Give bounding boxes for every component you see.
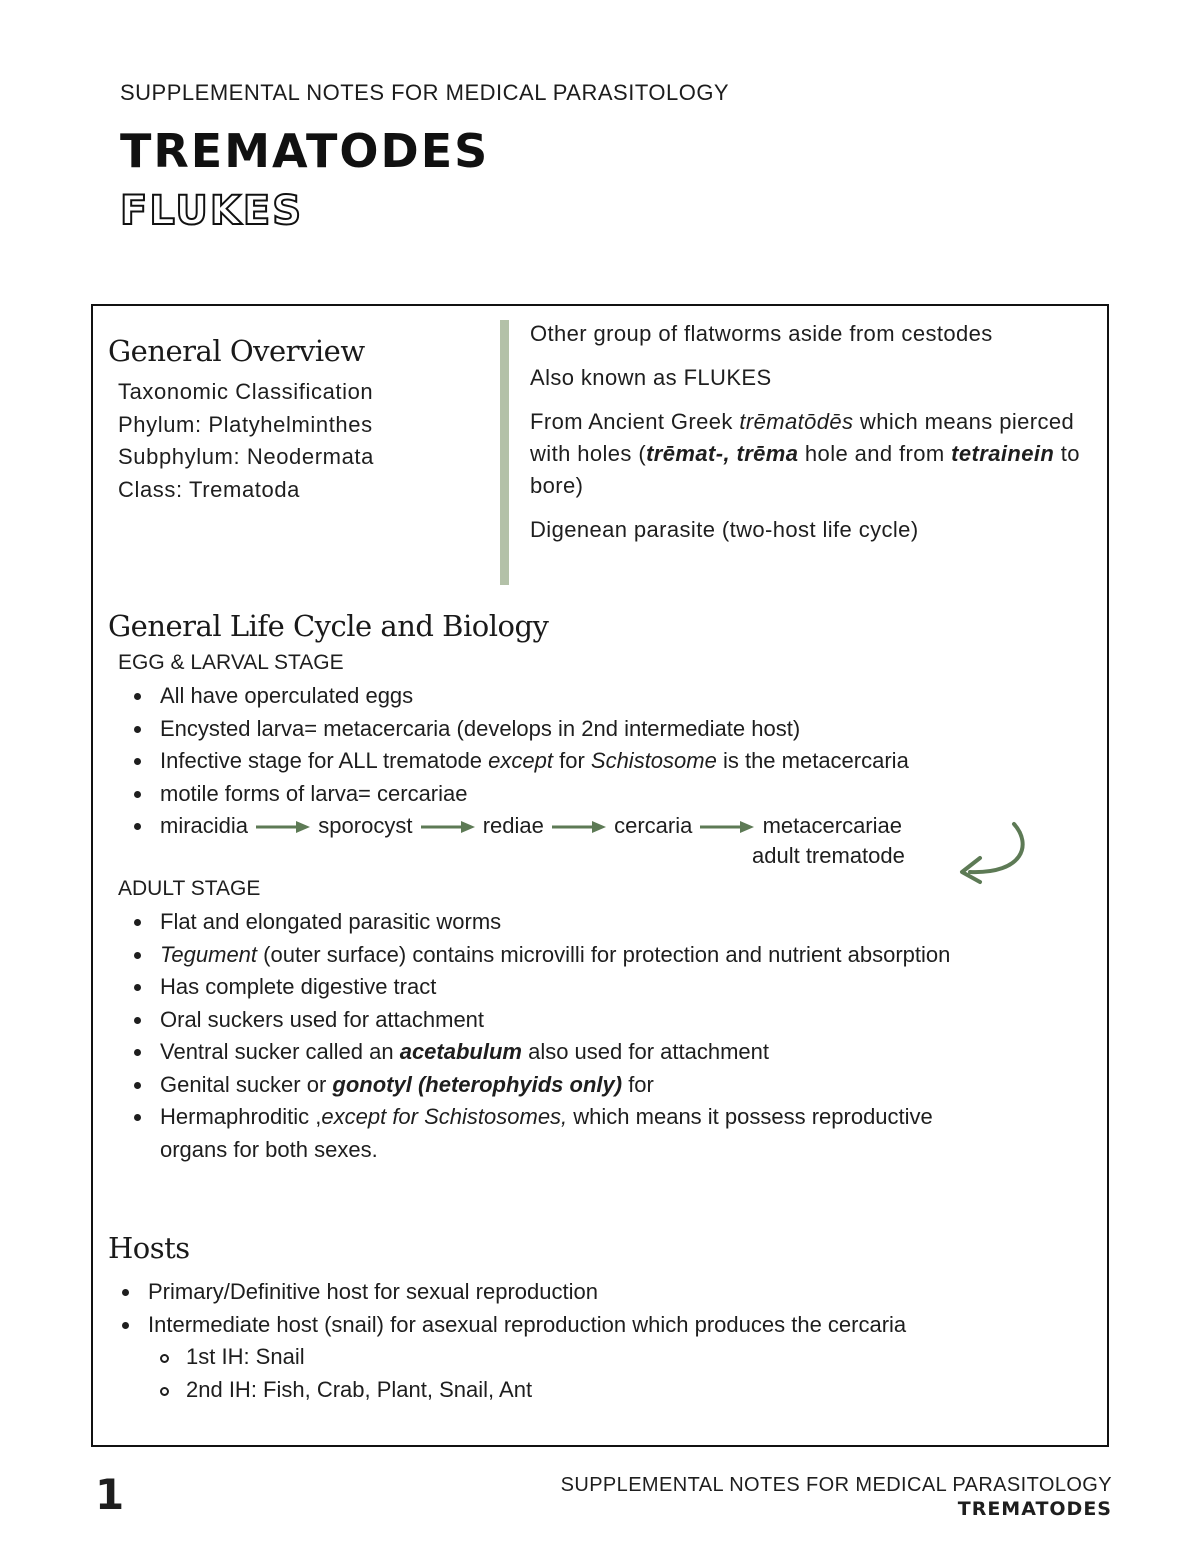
adult-stage-list <box>120 906 1020 1166</box>
chain-stage: metacercariae <box>762 813 902 838</box>
page-number: 1 <box>95 1470 125 1519</box>
header-kicker: SUPPLEMENTAL NOTES FOR MEDICAL PARASITOLOGY <box>120 80 730 105</box>
list-item: Flat and elongated parasitic worms <box>120 906 1020 939</box>
list-item: Intermediate host (snail) for asexual reproduction which produces the cercaria <box>108 1309 1098 1342</box>
adult-stage-label: ADULT STAGE <box>118 877 261 900</box>
footer-title: TREMATODES <box>957 1498 1112 1520</box>
list-item: Has complete digestive tract <box>120 971 1020 1004</box>
right-arrow-icon <box>419 819 477 835</box>
overview-notes <box>530 318 1090 558</box>
list-item: All have operculated eggs <box>120 680 1100 713</box>
taxonomy-line: Phylum: Platyhelminthes <box>118 411 373 437</box>
list-item: 1st IH: Snail <box>146 1341 946 1374</box>
hosts-list <box>108 1276 1098 1341</box>
taxonomy-line: Taxonomic Classification <box>118 379 374 404</box>
page-subtitle: FLUKES <box>120 188 303 234</box>
list-item: Oral suckers used for attachment <box>120 1004 1020 1037</box>
note-digenean: Digenean parasite (two-host life cycle) <box>530 517 919 542</box>
chain-stage: cercaria <box>614 813 693 838</box>
intermediate-hosts-list <box>146 1341 946 1406</box>
overview-heading: General Overview <box>108 334 365 368</box>
note-etymology: From Ancient Greek trēmatōdēs which means pierced with holes (trēmat-, trēma hole and from tetrainein to bore) <box>530 409 1080 498</box>
lifecycle-heading: General Life Cycle and Biology <box>108 609 549 643</box>
taxonomy-line: Subphylum: Neodermata <box>118 444 374 469</box>
list-item: motile forms of larva= cercariae <box>120 778 1100 811</box>
list-item: Tegument (outer surface) contains microvilli for protection and nutrient absorption <box>120 939 1020 972</box>
taxonomy-line: Class: Trematoda <box>118 476 301 502</box>
right-arrow-icon <box>550 819 608 835</box>
taxonomy-list <box>118 376 374 506</box>
list-item: Genital sucker or gonotyl (heterophyids only) for <box>120 1069 1020 1102</box>
right-arrow-icon <box>254 819 312 835</box>
list-item: Encysted larva= metacercaria (develops in 2nd intermediate host) <box>120 713 1100 746</box>
divider-bar <box>500 320 509 585</box>
list-item: Hermaphroditic ,except for Schistosomes, which means it possess reproductive organs for both sexes. <box>120 1101 990 1166</box>
page-title: TREMATODES <box>120 124 490 178</box>
chain-stage: miracidia <box>160 813 249 838</box>
note-flukes: Also known as FLUKES <box>530 365 772 390</box>
list-item: Ventral sucker called an acetabulum also used for attachment <box>120 1036 1020 1069</box>
chain-stage: sporocyst <box>318 813 413 838</box>
list-item: Infective stage for ALL trematode except for Schistosome is the metacercaria <box>120 745 1100 778</box>
list-item: 2nd IH: Fish, Crab, Plant, Snail, Ant <box>146 1374 946 1407</box>
egg-stage-label: EGG & LARVAL STAGE <box>118 651 344 674</box>
right-arrow-icon <box>698 819 756 835</box>
hosts-heading: Hosts <box>108 1231 190 1265</box>
list-item: Primary/Definitive host for sexual reproduction <box>108 1276 1098 1309</box>
chain-stage: rediae <box>482 813 544 838</box>
chain-end-stage: adult trematode <box>752 843 905 868</box>
note-flatworms: Other group of flatworms aside from cestodes <box>530 321 993 346</box>
footer-kicker: SUPPLEMENTAL NOTES FOR MEDICAL PARASITOLOGY <box>560 1474 1112 1496</box>
curved-arrow-icon <box>950 818 1030 888</box>
